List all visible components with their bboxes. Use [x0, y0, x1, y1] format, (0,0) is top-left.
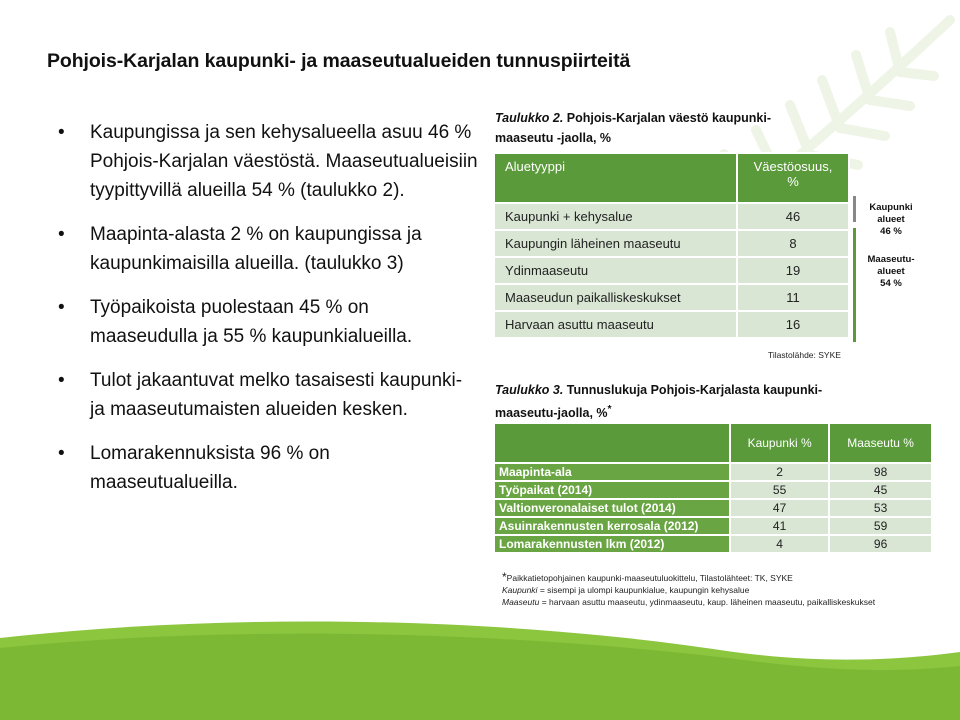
table-cell: 98	[829, 463, 932, 481]
table-cell: Maaseudun paikalliskeskukset	[494, 284, 737, 311]
table-row	[494, 230, 849, 257]
footnote-line: *Paikkatietopohjainen kaupunki-maaseutuluokittelu, Tilastolähteet: TK, SYKE	[502, 570, 793, 584]
table-cell: 41	[730, 517, 829, 535]
table-header-cell: Maaseutu %	[829, 423, 932, 463]
table-cell: 2	[730, 463, 829, 481]
table2-caption	[495, 108, 771, 148]
table-cell: 53	[829, 499, 932, 517]
table3-caption-line2: maaseutu-jaolla, %	[495, 406, 608, 421]
table-cell: 46	[737, 203, 849, 230]
table2-source: Tilastolähde: SYKE	[768, 350, 841, 360]
table-cell: 4	[730, 535, 829, 553]
rural-share-label: Maaseutu- alueet 54 %	[867, 254, 915, 289]
table-header-cell: Väestöosuus, %	[737, 153, 849, 203]
table-cell: 47	[730, 499, 829, 517]
footnotes	[502, 571, 875, 608]
table2-caption-line1: Pohjois-Karjalan väestö kaupunki-	[566, 111, 772, 125]
table-row	[494, 535, 932, 553]
table-cell: Ydinmaaseutu	[494, 257, 737, 284]
urban-share-label: Kaupunki alueet 46 %	[869, 202, 913, 237]
bullet-item: • Lomarakennuksista 96 % on maaseutualueilla.	[58, 439, 478, 497]
table-row	[494, 463, 932, 481]
table-cell: Kaupunki + kehysalue	[494, 203, 737, 230]
table-header-cell: Aluetyyppi	[494, 153, 737, 203]
bullet-list	[58, 118, 478, 512]
table3	[493, 422, 933, 554]
table2	[493, 152, 850, 339]
bullet-item: • Maapinta-alasta 2 % on kaupungissa ja kaupunkimaisilla alueilla. (taulukko 3)	[58, 220, 478, 278]
table2-caption-line2: maaseutu -jaolla, %	[495, 131, 612, 145]
table-row	[494, 257, 849, 284]
table-header-row	[494, 153, 849, 203]
table-cell: 45	[829, 481, 932, 499]
table-cell: 59	[829, 517, 932, 535]
table-cell: 8	[737, 230, 849, 257]
table-row	[494, 499, 932, 517]
table3-caption-line1: Tunnuslukuja Pohjois-Karjalasta kaupunki-	[566, 383, 823, 397]
table-row	[494, 311, 849, 338]
table-cell: Maapinta-ala	[494, 463, 730, 481]
slide-title: Pohjois-Karjalan kaupunki- ja maaseutualueiden tunnuspiirteitä	[47, 50, 631, 72]
bullet-item: • Tulot jakaantuvat melko tasaisesti kaupunki- ja maaseutumaisten alueiden kesken.	[58, 366, 478, 424]
table-row	[494, 481, 932, 499]
urban-bracket	[853, 196, 856, 222]
table-cell: 96	[829, 535, 932, 553]
table-cell: 19	[737, 257, 849, 284]
table-cell: Valtionveronalaiset tulot (2014)	[494, 499, 730, 517]
table-cell: Kaupungin läheinen maaseutu	[494, 230, 737, 257]
table-cell: Työpaikat (2014)	[494, 481, 730, 499]
table-row	[494, 284, 849, 311]
table-cell: 11	[737, 284, 849, 311]
table-row	[494, 203, 849, 230]
table-header-row	[494, 423, 932, 463]
footnote-line: Maaseutu = harvaan asuttu maaseutu, ydinmaaseutu, kaup. läheinen maaseutu, paikalliskeskukset	[502, 597, 876, 607]
footnote-line: Kaupunki = sisempi ja ulompi kaupunkialue, kaupungin kehysalue	[502, 585, 750, 595]
table-cell: Lomarakennusten lkm (2012)	[494, 535, 730, 553]
table2-caption-label: Taulukko 2.	[495, 111, 564, 125]
rural-bracket	[853, 228, 856, 342]
table-cell: 55	[730, 481, 829, 499]
table3-caption-star: *	[607, 404, 612, 415]
bottom-green-wave	[0, 590, 960, 720]
table-header-cell	[494, 423, 730, 463]
table-cell: Asuinrakennusten kerrosala (2012)	[494, 517, 730, 535]
table3-caption-label: Taulukko 3.	[495, 383, 564, 397]
table3-caption	[495, 380, 822, 423]
bullet-item: • Työpaikoista puolestaan 45 % on maaseudulla ja 55 % kaupunkialueilla.	[58, 293, 478, 351]
table-cell: Harvaan asuttu maaseutu	[494, 311, 737, 338]
table-header-cell: Kaupunki %	[730, 423, 829, 463]
table-cell: 16	[737, 311, 849, 338]
table-row	[494, 517, 932, 535]
bullet-item: • Kaupungissa ja sen kehysalueella asuu 46 % Pohjois-Karjalan väestöstä. Maaseutualueisiin tyypittyvillä alueilla 54 % (taulukko 2).	[58, 118, 478, 205]
